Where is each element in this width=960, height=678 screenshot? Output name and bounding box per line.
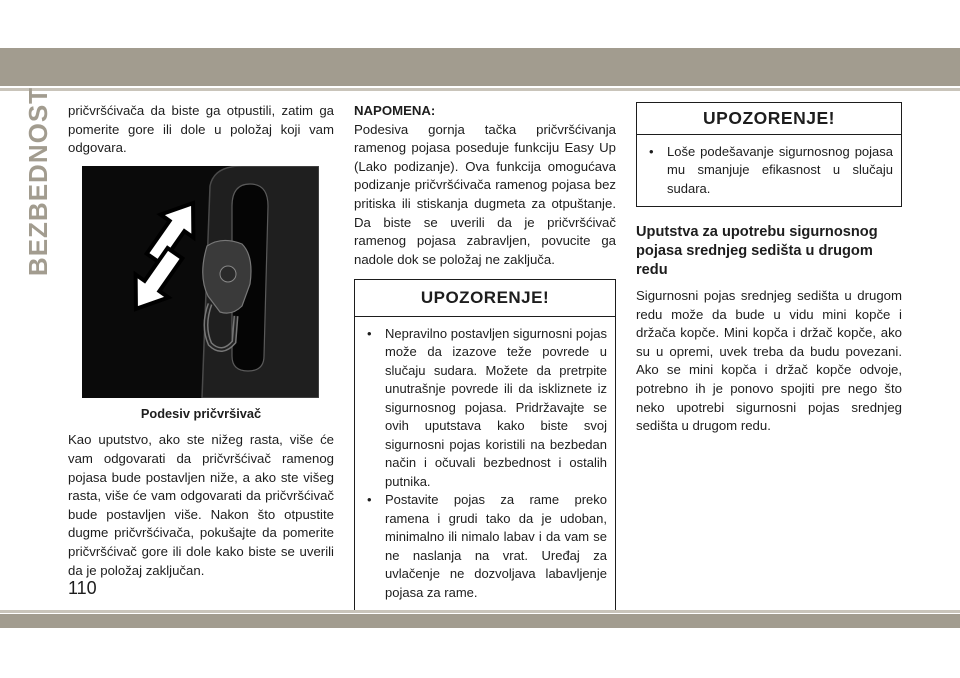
column-left: [68, 102, 334, 580]
section-tab: [14, 86, 64, 276]
footer-rule: [0, 610, 960, 613]
body-paragraph: Kao uputstvo, ako ste nižeg rasta, više će vam odgovarati da pričvršćivač ramenog pojasa bude postavljen niže, a ako ste višeg rasta, više će vam odgovarati da pričvršćivač bude postavljen više. Nakon što otpustite dugme pričvršćivača, pokušajte da pomerite pričvršćivač gore ili dole kako biste se uverili da je položaj zaključan.: [68, 432, 334, 578]
warning-item: • Postavite pojas za rame preko ramena i grudi tako da je udoban, minimalno ili nimalo labav i da vam se ne naslanja na vrat. Uređaj za uvlačenje ne dozvoljava labavljenje pojasa za rame.: [365, 491, 607, 602]
warning-box: [354, 279, 616, 611]
footer-band: [0, 614, 960, 628]
page-number: 110: [68, 578, 97, 598]
section-label: BEZBEDNOST: [23, 86, 54, 276]
anchor-illustration: [82, 166, 319, 398]
adjustable-anchor-figure: [82, 166, 319, 398]
figure-caption: Podesiv pričvršivač: [140, 405, 262, 421]
warning-item: • Nepravilno postavljen sigurnosni pojas može da izazove teže povrede u slučaju sudara. Možete da pretrpite unutrašnje povrede ili da iskliznete iz sigurnosnog pojasa. Pridržavajte se ovih uputstava kako biste svoj sigurnosni pojas koristili na bezbedan način i očuvali bezbednost i ostalih putnika.: [365, 325, 607, 492]
warning-box: [636, 102, 902, 207]
section-heading: Uputstva za upotrebu sigurnosnog pojasa srednjeg sedišta u drugom redu: [636, 224, 878, 279]
warning-list: [637, 135, 901, 207]
warning-list: [355, 317, 615, 611]
body-paragraph: Sigurnosni pojas srednjeg sedišta u drugom redu može da bude u vidu mini kopče i držača kopče. Mini kopča i držač kopče, ako su u opremi, uvek treba da budu povezani. Ako se mini kopča i držač kopče odvoje, potrebno ih je ponovo spojiti pre nego što neko upotrebi sigurnosni pojas srednjeg sedišta u drugom redu.: [636, 288, 902, 434]
header-rule: [0, 88, 960, 91]
warning-title: UPOZORENJE!: [637, 103, 901, 135]
note-title: NAPOMENA:: [354, 103, 436, 118]
warning-item: • Loše podešavanje sigurnosnog pojasa mu smanjuje efikasnost u slučaju sudara.: [647, 143, 893, 199]
column-right: [636, 102, 902, 436]
warning-title: UPOZORENJE!: [355, 280, 615, 317]
note-text: Podesiva gornja tačka pričvršćivanja ramenog pojasa poseduje funkciju Easy Up (Lako podizanje). Ova funkcija omogućava podizanje pričvršćivača ramenog pojasa bez pritiska ili stiskanja dugmeta za otpuštanje. Da biste se uverili da je pričvršćivač ramenog pojasa zabravljen, povucite ga nadole dok se položaj ne zaključa.: [354, 121, 616, 267]
column-middle: [354, 102, 616, 611]
header-band: [0, 48, 960, 86]
intro-paragraph: pričvršćivača da biste ga otpustili, zatim ga pomerite gore ili dole u položaj koji vam odgovara.: [68, 103, 334, 156]
